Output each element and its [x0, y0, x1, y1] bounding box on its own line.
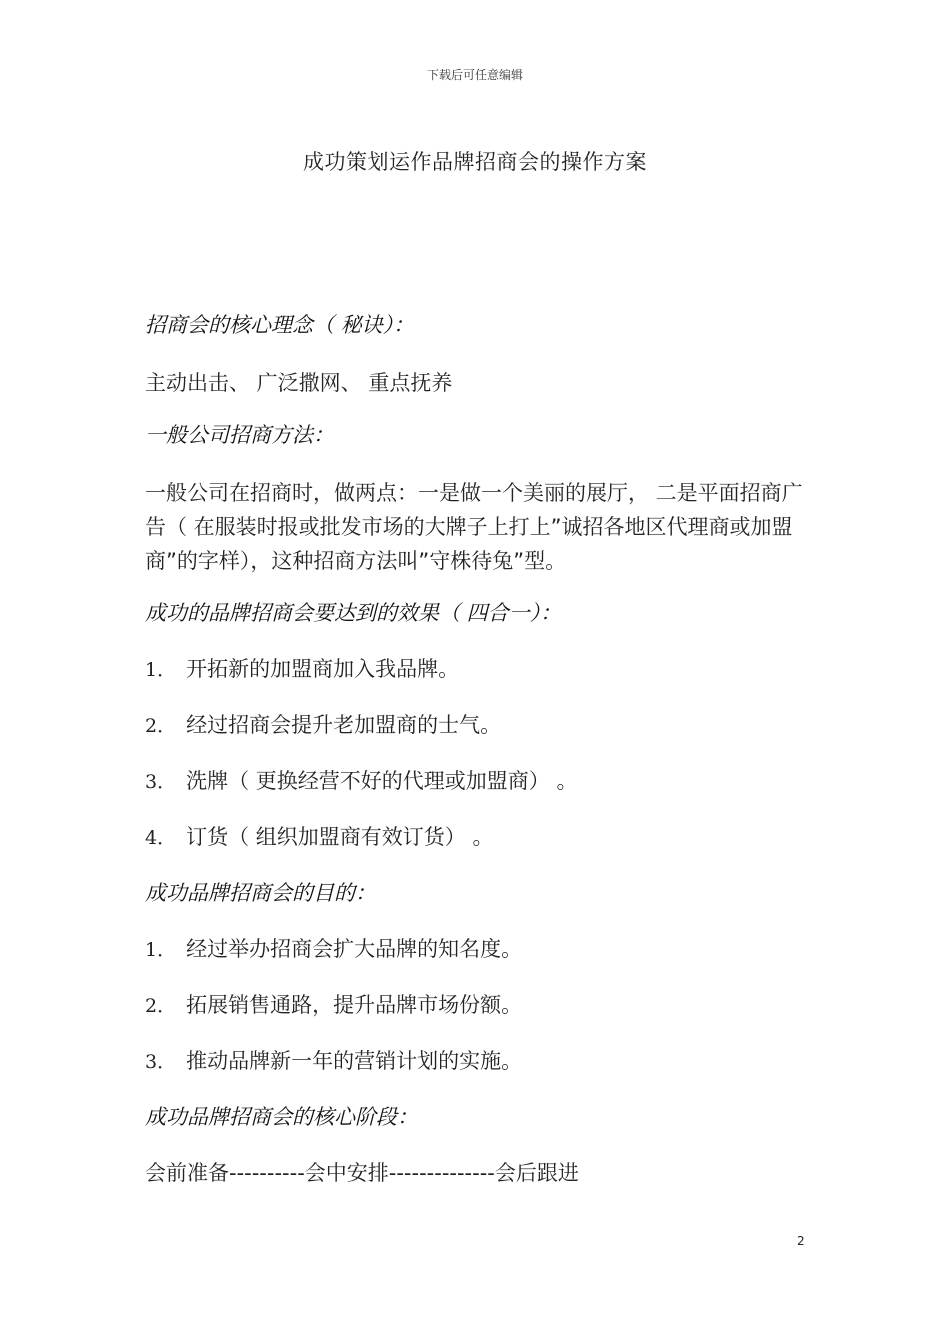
list-item-text: 开拓新的加盟商加入我品牌。 [186, 657, 460, 681]
list-item [145, 710, 810, 741]
section-heading-general-method: 一般公司招商方法： [145, 423, 334, 447]
section-heading-core-idea: 招商会的核心理念（ 秘诀）： [145, 313, 415, 337]
list-item [145, 822, 810, 853]
list-item-text: 经过招商会提升老加盟商的士气。 [186, 713, 502, 737]
list-item [145, 766, 810, 797]
list-item-number: 1． [145, 939, 177, 961]
list-item-text: 洗牌（ 更换经营不好的代理或加盟商） 。 [186, 769, 578, 793]
list-item-number: 3． [145, 1051, 177, 1073]
list-item [145, 934, 810, 965]
document-title: 成功策划运作品牌招商会的操作方案 [303, 150, 647, 174]
list-item-text: 推动品牌新一年的营销计划的实施。 [186, 1049, 523, 1073]
list-item-number: 2． [145, 995, 177, 1017]
list-item-number: 3． [145, 771, 177, 793]
stages-text: 会前准备----------会中安排--------------会后跟进 [145, 1161, 579, 1185]
page-number: 2 [797, 1234, 805, 1248]
document-body [145, 310, 810, 1213]
list-item-text: 拓展销售通路，提升品牌市场份额。 [186, 993, 523, 1017]
header-note: 下载后可任意编辑 [426, 68, 523, 82]
list-item-number: 1． [145, 659, 177, 681]
general-method-text: 一般公司在招商时，做两点：一是做一个美丽的展厅， 二是平面招商广告（ 在服装时报或批发市场的大牌子上打上”诚招各地区代理商或加盟商”的字样），这种招商方法叫”守株待兔”型。 [145, 481, 803, 573]
list-item [145, 1046, 810, 1077]
list-item-text: 经过举办招商会扩大品牌的知名度。 [186, 937, 523, 961]
section-heading-effects: 成功的品牌招商会要达到的效果（ 四合一）： [145, 601, 562, 625]
core-idea-text: 主动出击、 广泛撒网、 重点抚养 [145, 371, 453, 395]
section-heading-stages: 成功品牌招商会的核心阶段： [145, 1105, 418, 1129]
list-item-text: 订货（ 组织加盟商有效订货） 。 [186, 825, 494, 849]
list-item-number: 4． [145, 827, 177, 849]
list-item-number: 2． [145, 715, 177, 737]
section-heading-goals: 成功品牌招商会的目的： [145, 881, 376, 905]
list-item [145, 654, 810, 685]
list-item [145, 990, 810, 1021]
